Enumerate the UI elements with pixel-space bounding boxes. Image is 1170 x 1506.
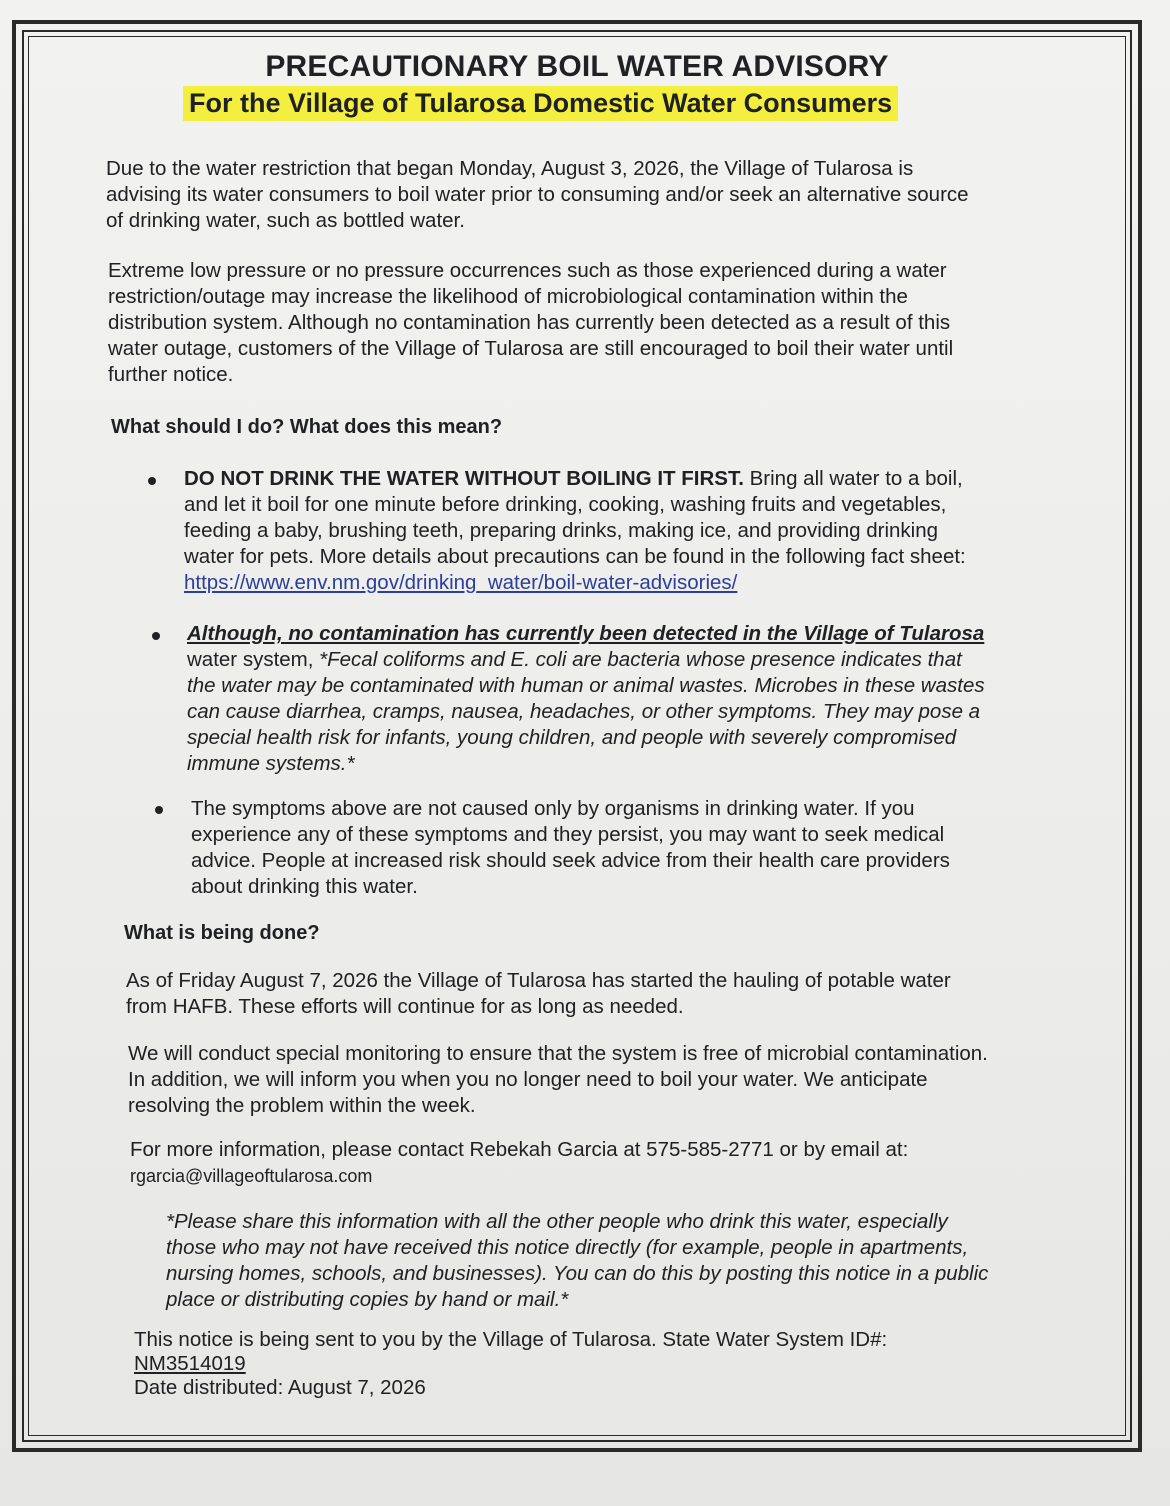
bullet-point xyxy=(148,477,156,485)
bullet-point xyxy=(155,806,163,814)
fact-sheet-link[interactable]: https://www.env.nm.gov/drinking_water/boil-water-advisories/ xyxy=(184,571,738,594)
date-distributed: Date distributed: August 7, 2026 xyxy=(134,1376,426,1399)
section-heading-what-to-do: What should I do? What does this mean? xyxy=(111,416,503,438)
hauling-paragraph: As of Friday August 7, 2026 the Village of Tularosa has started the hauling of potable water from HAFB. These efforts will continue for as long as needed. xyxy=(126,969,951,1018)
notice-subtitle: For the Village of Tularosa Domestic Water Consumers xyxy=(183,86,898,121)
contact-email[interactable]: rgarcia@villageoftularosa.com xyxy=(130,1166,373,1186)
monitoring-paragraph: We will conduct special monitoring to ensure that the system is free of microbial contamination. In addition, we will inform you when you no longer need to boil your water. We anticipate resolving the problem within the week. xyxy=(128,1042,988,1117)
pressure-paragraph: Extreme low pressure or no pressure occurrences such as those experienced during a water restriction/outage may increase the likelihood of microbiological contamination within the distribution system. Although no contamination has currently been detected as a result of this water outage, customers of the Village of Tularosa are still encouraged to boil their water until further notice. xyxy=(108,259,954,386)
bullet-boil-first: DO NOT DRINK THE WATER WITHOUT BOILING IT FIRST. Bring all water to a boil, and let it boil for one minute before drinking, cooking, washing fruits and vegetables, feeding a baby, brushing teeth, preparing drinks, making ice, and providing drinking water for pets. More details about precautions can be found in the following fact sheet: https://www.env.nm.gov/drinking_water/boil-water-advisories/ xyxy=(184,467,966,594)
water-system-id: NM3514019 xyxy=(134,1352,246,1375)
notice-title: PRECAUTIONARY BOIL WATER ADVISORY xyxy=(265,50,889,83)
notice-footer: This notice is being sent to you by the Village of Tularosa. State Water System ID#: NM3514019 Date distributed: August 7, 2026 xyxy=(134,1328,888,1399)
bullet-point xyxy=(152,632,160,640)
share-notice-paragraph: *Please share this information with all the other people who drink this water, especially those who may not have received this notice directly (for example, people in apartments, nursing homes, schools, and businesses). You can do this by posting this notice in a public place or distributing copies by hand or mail.* xyxy=(166,1210,989,1311)
section-heading-what-is-done: What is being done? xyxy=(124,922,320,944)
contact-paragraph: For more information, please contact Rebekah Garcia at 575-585-2771 or by email at: rgarcia@villageoftularosa.com xyxy=(130,1137,908,1189)
intro-paragraph: Due to the water restriction that began Monday, August 3, 2026, the Village of Tularosa is advising its water consumers to boil water prior to consuming and/or seek an alternative source of drinking water, such as bottled water. xyxy=(106,157,969,232)
bullet-symptoms: The symptoms above are not caused only by organisms in drinking water. If you experience any of these symptoms and they persist, you may want to seek medical advice. People at increased risk should seek advice from their health care providers about drinking this water. xyxy=(191,797,950,898)
bullet-contamination: Although, no contamination has currently been detected in the Village of Tularosa water system, *Fecal coliforms and E. coli are bacteria whose presence indicates that the water may be contaminated with human or animal wastes. Microbes in these wastes can cause diarrhea, cramps, nausea, headaches, or other symptoms. They may pose a special health risk for infants, young children, and people with severely compromised immune systems.* xyxy=(187,622,985,775)
